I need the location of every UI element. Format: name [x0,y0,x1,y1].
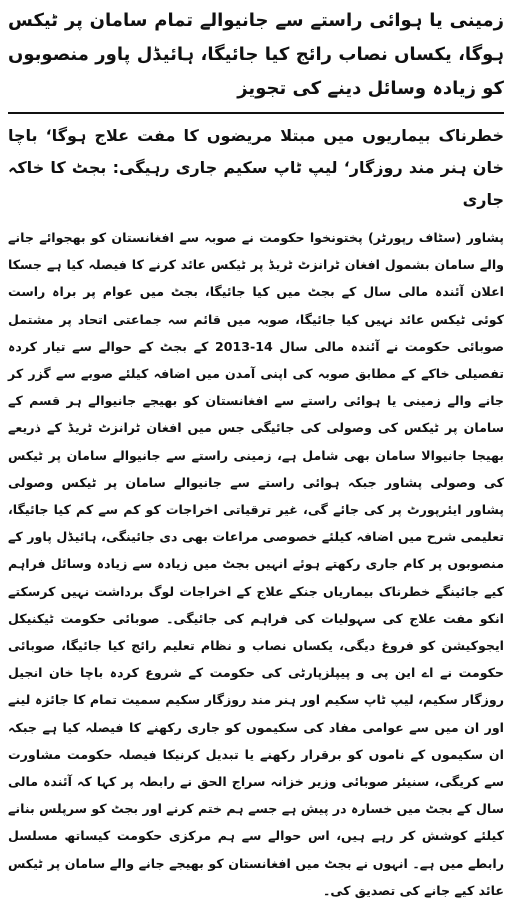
article-dateline: پشاور (سٹاف رپورٹر) [368,230,504,245]
article-body-text: پختونخوا حکومت نے صوبہ سے افغانستان کو بھجوائے جانے والے سامان بشمول افغان ٹرانزٹ ٹریڈ پر ٹیکس عائد کرنے کا فیصلہ کیا ہے جسکا اعلان آئندہ مالی سال کے بجٹ میں کیا جائیگا، بجٹ میں عوام پر براہ راست کوئی ٹیکس عائد نہیں کیا جائیگا، صوبہ میں قائم سہ جماعتی اتحاد پر مشتمل صوبائی حکومت نے آئندہ مالی سال 14-2013 کے بجٹ کے حوالے سے تیار کردہ تفصیلی خاکے کے مطابق صوبہ کی اپنی آمدن میں اضافہ کیلئے صوبے سے گزر کر جانے والے زمینی یا ہوائی راستے سے افغانستان کو بھیجے جانیوالے ہر قسم کے سامان پر ٹیکس کی وصولی کی جائیگی جس میں افغان ٹرانزٹ ٹریڈ کے ذریعے بھیجا جانیوالا سامان بھی شامل ہے، زمینی راستے سے جانیوالے سامان پر ٹیکس کی وصولی پشاور جبکہ ہوائی راستے سے جانیوالے سامان پر ٹیکس وصولی پشاور ایئرپورٹ پر کی جائے گی، غیر ترقیاتی اخراجات کو کم سے کم کیا جائیگا، تعلیمی شرح میں اضافہ کیلئے خصوصی مراعات بھی دی جائینگی، ہائیڈل پاور کے منصوبوں پر کام جاری رکھتے ہوئے انہیں بجٹ میں زیادہ سے زیادہ وسائل فراہم کیے جائینگے خطرناک بیماریاں جنکے علاج کے اخراجات لوگ برداشت نہیں کرسکتے انکو مفت علاج کی سہولیات کی فراہم کی جائیگی۔ صوبائی حکومت ٹیکنیکل ایجوکیشن کو فروغ دیگی، یکساں نصاب و نظام تعلیم رائج کیا جائیگا، صوبائی حکومت نے اے این پی و پیپلزپارٹی کی حکومت کے شروع کردہ باچا خان انجیل روزگار سکیم، لیپ ٹاپ سکیم اور ہنر مند روزگار سکیم سمیت تمام کا جائزہ لینے اور ان میں سے عوامی مفاد کی سکیموں کو جاری رکھنے کا فیصلہ کیا ہے جبکہ ان سکیموں کے ناموں کو برقرار رکھنے یا تبدیل کرنیکا فیصلہ حکومت مشاورت سے کریگی، سنیئر صوبائی وزیر خزانہ سراج الحق نے رابطہ پر کہا کہ آئندہ مالی سال کے بجٹ میں خسارہ در پیش ہے جسے ہم ختم کرنے اور بجٹ کو سرپلس بنانے کیلئے کوشش کر رہے ہیں، اس حوالے سے ہم مرکزی حکومت کیساتھ مسلسل رابطے میں ہے۔ انہوں نے بجٹ میں افغانستان کو بھیجے جانے والے سامان پر ٹیکس عائد کیے جانے کی تصدیق کی۔ [8,230,504,898]
headline-divider [8,112,504,114]
article-body [8,224,504,904]
article-subheadline: خطرناک بیماریوں میں مبتلا مریضوں کا مفت علاج ہوگا‘ باچا خان ہنر مند روزگار‘ لیپ ٹاپ سکیم جاری رہیگی: بجٹ کا خاکہ جاری [8,126,504,209]
article-headline: زمینی یا ہوائی راستے سے جانیوالے تمام سامان پر ٹیکس ہوگا، یکساں نصاب رائج کیا جائیگا، ہائیڈل پاور منصوبوں کو زیادہ وسائل دینے کی تجویز [8,10,504,99]
